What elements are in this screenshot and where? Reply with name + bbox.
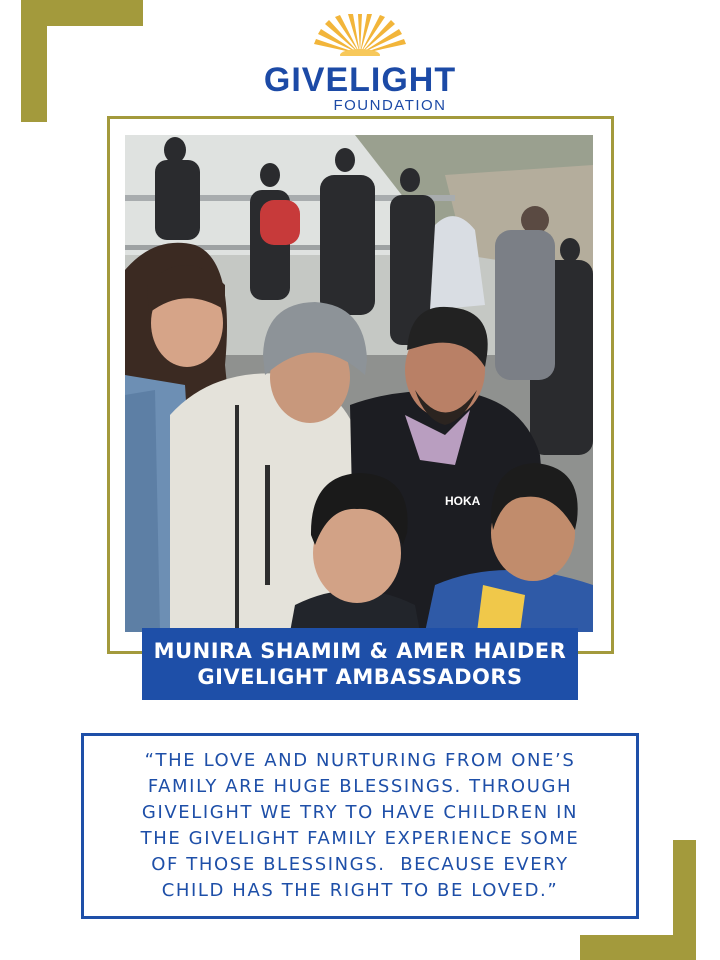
givelight-logo — [260, 14, 460, 114]
quote-line: THE GIVELIGHT FAMILY EXPERIENCE SOME — [140, 828, 580, 849]
corner-accent-bottom-right-vertical — [673, 840, 696, 960]
sun-rays-icon — [312, 14, 408, 56]
quote-line: “THE LOVE AND NURTURING FROM ONE’S — [144, 750, 576, 771]
family-photo — [125, 135, 593, 632]
ambassador-names: MUNIRA SHAMIM & AMER HAIDER — [153, 639, 567, 663]
quote-line: FAMILY ARE HUGE BLESSINGS. THROUGH — [147, 776, 573, 797]
corner-accent-top-left-vertical — [21, 0, 47, 122]
logo-wordmark: GIVELIGHT — [263, 61, 457, 99]
svg-text:HOKA: HOKA — [445, 494, 481, 508]
logo-subtitle: FOUNDATION — [333, 97, 447, 114]
ambassador-title: GIVELIGHT AMBASSADORS — [197, 665, 523, 689]
ambassador-banner — [142, 628, 578, 700]
quote-line: GIVELIGHT WE TRY TO HAVE CHILDREN IN — [141, 802, 579, 823]
quote-box — [81, 733, 639, 919]
quote-line: CHILD HAS THE RIGHT TO BE LOVED.” — [161, 880, 559, 901]
quote-line: OF THOSE BLESSINGS. BECAUSE EVERY — [151, 854, 569, 875]
